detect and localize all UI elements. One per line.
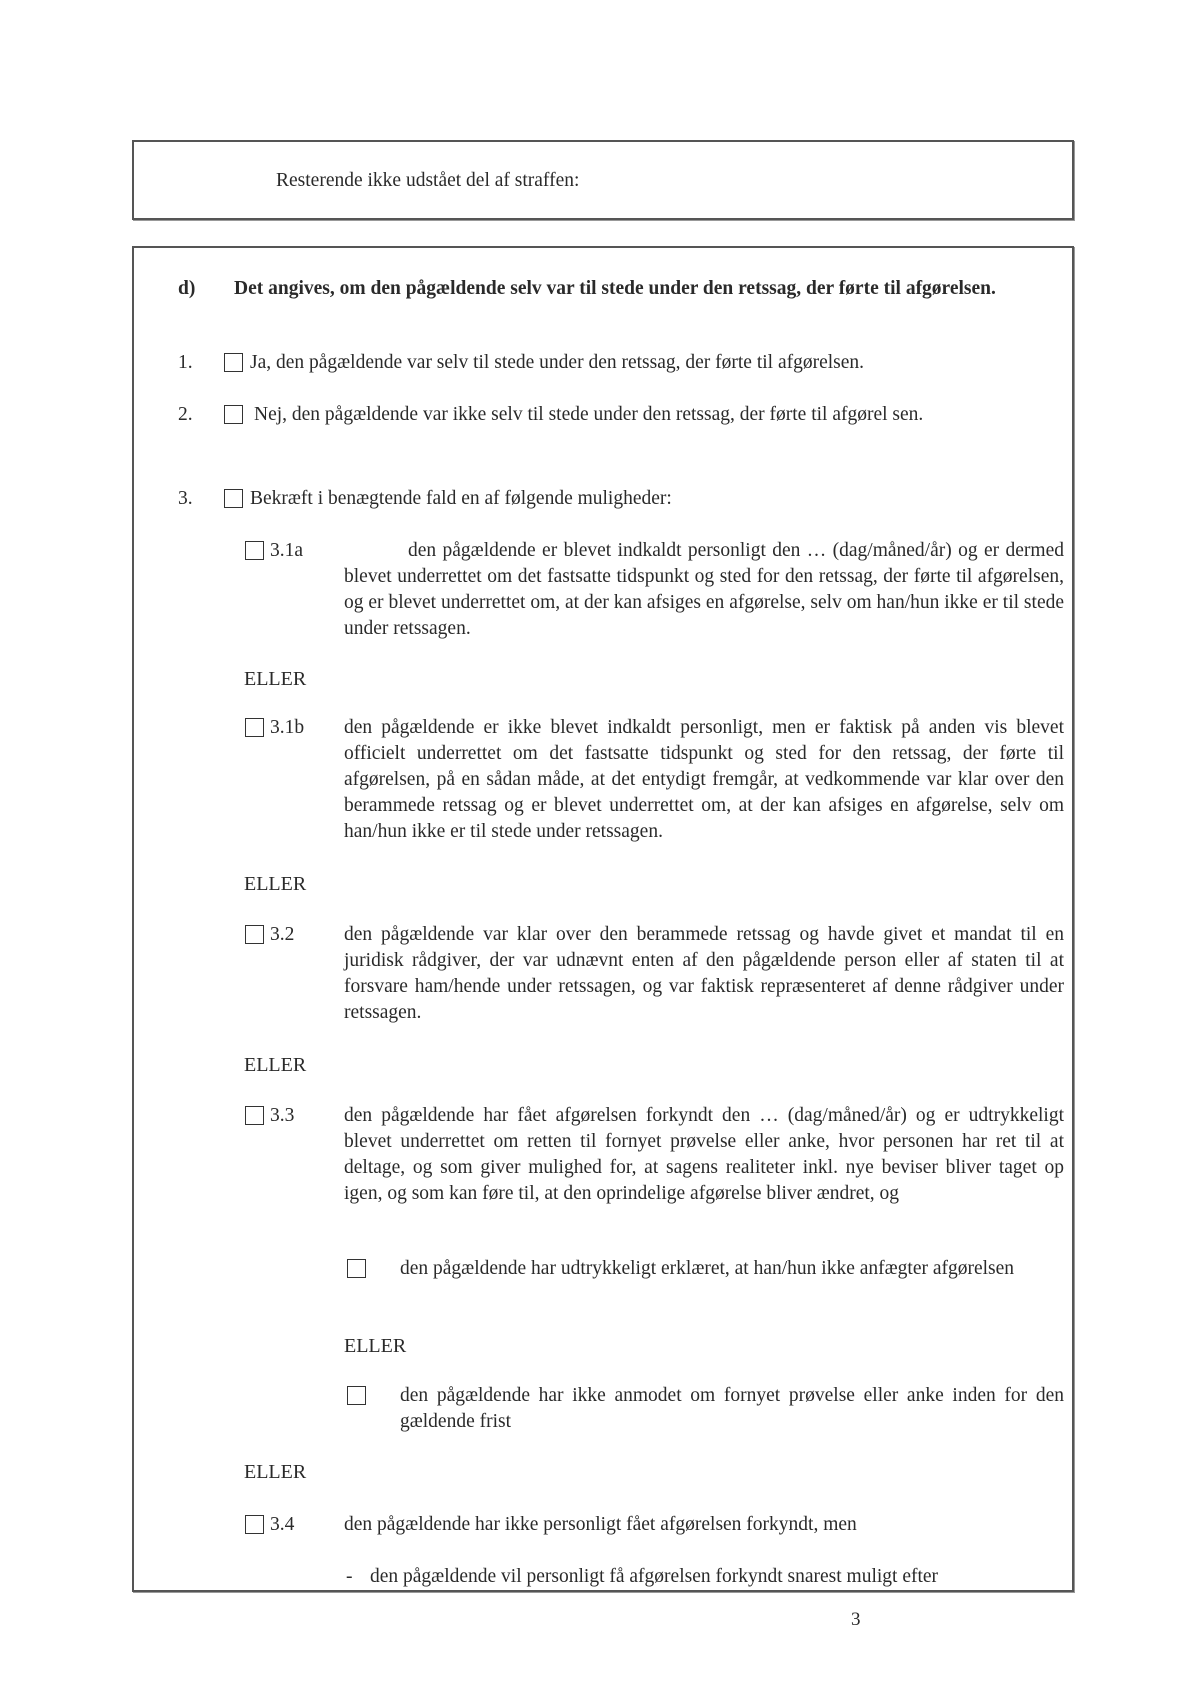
option-3-checkbox[interactable]: [224, 489, 243, 508]
separator-2: ELLER: [244, 873, 307, 895]
nested-option-1-text: den pågældende har udtrykkeligt erklæret, at han/hun ikke anfægter afgørelsen: [400, 1258, 1015, 1279]
section-heading: Det angives, om den pågældende selv var til stede under den retssag, der førte til afgørelsen.: [234, 278, 996, 299]
option-2-text: Nej, den pågældende var ikke selv til stede under den retssag, der førte til afgørel sen.: [254, 404, 924, 425]
option-3-1b-text: den pågældende er ikke blevet indkaldt personligt, men er faktisk på anden vis blevet officielt underrettet om det fastsatte tidspunkt og sted for den retssag, der førte til afgørelsen, på en sådan måde, at det entydigt fremgår, at vedkommende var klar over den berammede retssag og er blevet underrettet om, at der kan afsiges en afgørelse, selv om han/hun ikke er til stede under retssagen.: [344, 717, 1064, 842]
nested-option-2-text: den pågældende har ikke anmodet om fornyet prøvelse eller anke inden for den gældende frist: [400, 1385, 1064, 1432]
option-1-text: Ja, den pågældende var selv til stede under den retssag, der førte til afgørelsen.: [250, 352, 865, 373]
option-1-number: 1.: [178, 352, 193, 373]
option-2-checkbox[interactable]: [224, 405, 243, 424]
option-2-number: 2.: [178, 404, 193, 425]
option-3-1a-text: den pågældende er blevet indkaldt personligt den … (dag/måned/år) og er dermed blevet underrettet om det fastsatte tidspunkt og sted for den retssag, der førte til afgørelsen, og er blevet underrettet om, at der kan afsiges en afgørelse, selv om han/hun ikke er til stede under retssagen.: [344, 540, 1064, 639]
page-number: 3: [851, 1609, 861, 1630]
option-3-text: Bekræft i benægtende fald en af følgende muligheder:: [250, 488, 672, 509]
option-3-1a-code: 3.1a: [270, 540, 304, 561]
separator-1: ELLER: [244, 668, 307, 690]
option-3-3-checkbox[interactable]: [245, 1106, 264, 1125]
option-3-2-checkbox[interactable]: [245, 925, 264, 944]
option-3-number: 3.: [178, 488, 193, 509]
option-3-4-text: den pågældende har ikke personligt fået afgørelsen forkyndt, men: [344, 1514, 857, 1535]
bullet-dash: -: [346, 1566, 353, 1587]
option-3-3-text: den pågældende har fået afgørelsen forkyndt den … (dag/måned/år) og er udtrykkeligt blevet underrettet om retten til fornyet prøvelse eller anke, hvor personen har ret til at deltage, og som giver mulighed for, at sagens realiteter inkl. nye beviser bliver taget op igen, og som kan føre til, at den oprindelige afgørelse bliver ændret, og: [344, 1105, 1064, 1204]
section-letter: d): [178, 278, 196, 299]
separator-5: ELLER: [244, 1461, 307, 1483]
nested-option-1-checkbox[interactable]: [347, 1259, 366, 1278]
option-3-1a-checkbox[interactable]: [245, 541, 264, 560]
bullet-text: den pågældende vil personligt få afgørelsen forkyndt snarest muligt efter: [370, 1566, 939, 1587]
option-3-3-code: 3.3: [270, 1105, 295, 1126]
remaining-sentence-label: Resterende ikke udstået del af straffen:: [276, 170, 580, 191]
presence-section-box: [132, 246, 1074, 1592]
option-1-checkbox[interactable]: [224, 353, 243, 372]
separator-3: ELLER: [244, 1054, 307, 1076]
option-3-1b-checkbox[interactable]: [245, 718, 264, 737]
option-3-4-checkbox[interactable]: [245, 1515, 264, 1534]
remaining-sentence-box: [132, 140, 1074, 220]
option-3-1b-code: 3.1b: [270, 717, 305, 738]
option-3-2-code: 3.2: [270, 924, 295, 945]
option-3-4-code: 3.4: [270, 1514, 295, 1535]
separator-4: ELLER: [344, 1335, 407, 1357]
nested-option-2-checkbox[interactable]: [347, 1386, 366, 1405]
option-3-2-text: den pågældende var klar over den berammede retssag og havde givet et mandat til en juridisk rådgiver, der var udnævnt enten af den pågældende person eller af staten til at forsvare ham/hende under retssagen, og var faktisk repræsenteret af denne rådgiver under retssagen.: [344, 924, 1064, 1023]
